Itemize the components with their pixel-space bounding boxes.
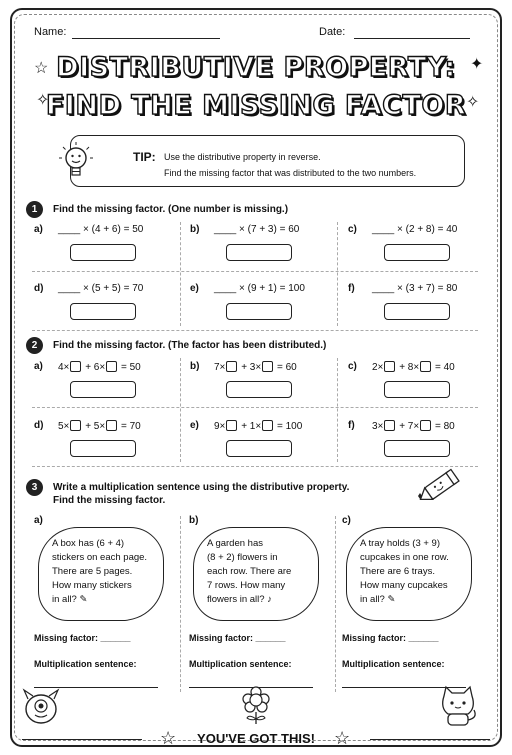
answer-box[interactable] (384, 244, 450, 261)
name-date-row (34, 26, 472, 42)
problem-text: A box has (6 + 4) stickers on each page. There are 5 pages. How many stickers in all? ✎ (52, 538, 148, 605)
cat-icon (434, 684, 482, 728)
problem-1a: a) ____ × (4 + 6) = 50 (34, 224, 184, 274)
flower-icon (236, 684, 276, 726)
star-icon: ☆ (160, 728, 177, 748)
divider (32, 271, 478, 272)
answer-box[interactable] (70, 303, 136, 320)
equation: 9× + 1× = 100 (214, 421, 303, 432)
lightbulb-icon (51, 138, 101, 188)
answer-box[interactable] (70, 244, 136, 261)
blank-square[interactable] (106, 420, 117, 431)
blank-square[interactable] (106, 361, 117, 372)
missing-factor-label: Missing factor: ______ (34, 633, 131, 643)
answer-box[interactable] (384, 381, 450, 398)
pencil-icon: ✎ (79, 594, 88, 605)
blank-square[interactable] (420, 361, 431, 372)
problem-2c: c) 2× + 8× = 40 (348, 361, 498, 411)
blank-square[interactable] (420, 420, 431, 431)
music-note-icon: ♪ (267, 594, 272, 605)
answer-box[interactable] (384, 303, 450, 320)
problem-2e: e) 9× + 1× = 100 (190, 420, 340, 470)
divider (337, 222, 338, 326)
divider (335, 516, 336, 692)
title-line-2: FIND THE MISSING FACTOR (45, 90, 467, 121)
problem-text: A tray holds (3 + 9) cupcakes in one row. There are 6 trays. How many cupcakes in all? ✎ (360, 538, 449, 605)
star-icon: ☆ (334, 728, 351, 748)
divider (32, 330, 478, 331)
footer-message: YOU'VE GOT THIS! (197, 731, 315, 746)
equation: ____ × (7 + 3) = 60 (214, 224, 300, 235)
missing-factor-label: Missing factor: ______ (189, 633, 286, 643)
answer-box[interactable] (70, 440, 136, 457)
sparkle-icon: ✧ (466, 94, 480, 111)
problem-text: A garden has (8 + 2) flowers in each row. There are 7 rows. How many flowers in all? ♪ (207, 538, 292, 605)
problem-2a: a) 4× + 6× = 50 (34, 361, 184, 411)
sentence-label: Multiplication sentence: (189, 659, 292, 669)
section-subtitle: Find the missing factor. (53, 495, 166, 506)
sentence-label: Multiplication sentence: (342, 659, 445, 669)
equation: ____ × (3 + 7) = 80 (372, 283, 458, 294)
problem-2b: b) 7× + 3× = 60 (190, 361, 340, 411)
answer-box[interactable] (226, 303, 292, 320)
title-line-1: DISTRIBUTIVE PROPERTY: (56, 52, 456, 83)
problem-1d: d) ____ × (5 + 5) = 70 (34, 283, 184, 333)
equation: ____ × (4 + 6) = 50 (58, 224, 144, 235)
monster-icon (18, 684, 64, 728)
equation: ____ × (5 + 5) = 70 (58, 283, 144, 294)
star-icon: ☆ (34, 60, 49, 77)
section-number: 2 (26, 337, 43, 354)
blank-square[interactable] (70, 420, 81, 431)
blank-square[interactable] (262, 361, 273, 372)
sentence-label: Multiplication sentence: (34, 659, 137, 669)
equation: 2× + 8× = 40 (372, 362, 455, 373)
sparkle-icon: ✧ (36, 92, 50, 109)
tip-text-1: Use the distributive property in reverse. (164, 152, 321, 162)
answer-box[interactable] (384, 440, 450, 457)
divider (180, 222, 181, 326)
answer-box[interactable] (226, 244, 292, 261)
sparkle-icon: ✦ (470, 56, 484, 73)
word-problem-b: b) A garden has (8 + 2) flowers in each row. There are 7 rows. How many flowers in all? ♪ Missing factor: ______ Multiplication sentence: (189, 515, 339, 695)
divider (337, 358, 338, 462)
tip-box (70, 135, 465, 187)
answer-box[interactable] (226, 381, 292, 398)
pencil-icon: ✎ (387, 594, 396, 605)
name-label: Name: (34, 26, 67, 38)
word-problem-a: a) A box has (6 + 4) stickers on each page. There are 5 pages. How many stickers in all? ✎ Missing factor: ______ Multiplication sentence: (34, 515, 184, 695)
divider (32, 407, 478, 408)
problem-1b: b) ____ × (7 + 3) = 60 (190, 224, 340, 274)
missing-factor-label: Missing factor: ______ (342, 633, 439, 643)
answer-box[interactable] (70, 381, 136, 398)
section-number: 1 (26, 201, 43, 218)
problem-1c: c) ____ × (2 + 8) = 40 (348, 224, 498, 274)
problem-1f: f) ____ × (3 + 7) = 80 (348, 283, 498, 333)
tip-label: TIP: (133, 150, 156, 164)
divider (180, 358, 181, 462)
equation: ____ × (2 + 8) = 40 (372, 224, 458, 235)
date-line[interactable] (354, 38, 470, 39)
section-title: Find the missing factor. (The factor has been distributed.) (53, 340, 327, 351)
equation: 5× + 5× = 70 (58, 421, 141, 432)
section-title: Find the missing factor. (One number is missing.) (53, 204, 289, 215)
blank-square[interactable] (384, 361, 395, 372)
blank-square[interactable] (384, 420, 395, 431)
section-number: 3 (26, 479, 43, 496)
divider (180, 516, 181, 692)
equation: 3× + 7× = 80 (372, 421, 455, 432)
problem-2f: f) 3× + 7× = 80 (348, 420, 498, 470)
pencil-icon (412, 462, 470, 508)
blank-square[interactable] (70, 361, 81, 372)
equation: 4× + 6× = 50 (58, 362, 141, 373)
name-line[interactable] (72, 38, 220, 39)
equation: 7× + 3× = 60 (214, 362, 297, 373)
tip-text-2: Find the missing factor that was distributed to the two numbers. (164, 168, 417, 178)
blank-square[interactable] (262, 420, 273, 431)
problem-2d: d) 5× + 5× = 70 (34, 420, 184, 470)
section-title: Write a multiplication sentence using the distributive property. (53, 482, 350, 493)
blank-square[interactable] (226, 361, 237, 372)
word-problem-c: c) A tray holds (3 + 9) cupcakes in one row. There are 6 trays. How many cupcakes in all? ✎ Missing factor: ______ Multiplication sentence: (342, 515, 492, 695)
answer-box[interactable] (226, 440, 292, 457)
blank-square[interactable] (226, 420, 237, 431)
equation: ____ × (9 + 1) = 100 (214, 283, 305, 294)
problem-1e: e) ____ × (9 + 1) = 100 (190, 283, 340, 333)
date-label: Date: (319, 26, 346, 38)
